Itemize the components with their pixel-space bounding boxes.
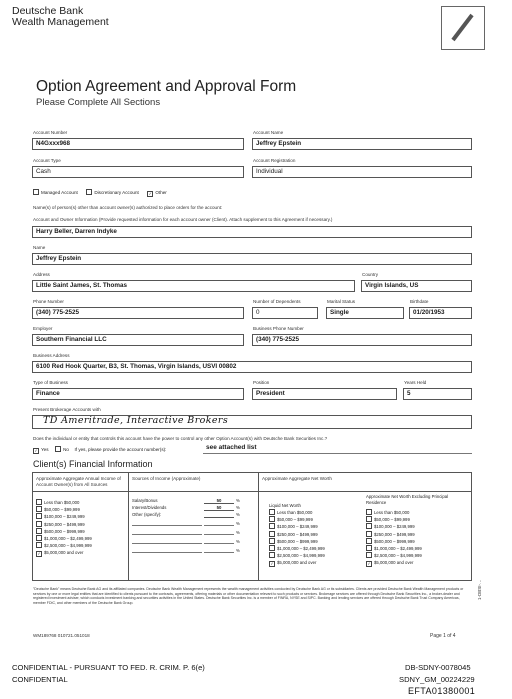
- form-title: Option Agreement and Approval Form: [36, 78, 297, 95]
- address-field[interactable]: Little Saint James, St. Thomas: [32, 280, 355, 292]
- approx-net-worth-options: [366, 509, 422, 567]
- liquid-net-worth-checkbox[interactable]: [269, 538, 275, 544]
- liquid-net-worth-option[interactable]: [269, 509, 325, 516]
- efta-number: EFTA01380001: [408, 686, 476, 696]
- liquid-net-worth-options: [269, 509, 325, 567]
- liquid-net-worth-checkbox[interactable]: [269, 531, 275, 537]
- income-options: [36, 499, 92, 557]
- liquid-net-worth-checkbox[interactable]: [269, 516, 275, 522]
- liquid-net-worth-checkbox[interactable]: [269, 545, 275, 551]
- approx-net-worth-option[interactable]: [366, 523, 422, 530]
- percent-sign: %: [236, 520, 240, 526]
- authorized-persons-label: Name(s) of person(s) other than account owner(s) authorized to place orders for the account:: [33, 205, 223, 210]
- blank-line: [132, 543, 202, 544]
- other-source-line[interactable]: [132, 519, 252, 528]
- income-source-label: Salary/Bonus: [132, 498, 158, 503]
- income-checkbox[interactable]: [36, 542, 42, 548]
- approx-net-worth-checkbox[interactable]: [366, 523, 372, 529]
- years-held-label: Years Held: [404, 380, 427, 385]
- approx-net-worth-checkbox[interactable]: [366, 509, 372, 515]
- yes-label: Yes: [41, 447, 49, 452]
- income-checkbox[interactable]: [36, 535, 42, 541]
- liquid-net-worth-option-label: $500,000 – $999,999: [277, 538, 318, 544]
- discretionary-account-label: Discretionary Account: [94, 190, 139, 195]
- income-option-label: $5,000,000 and over: [44, 550, 84, 556]
- employer-field[interactable]: Southern Financial LLC: [32, 334, 244, 346]
- authorized-persons-field[interactable]: Harry Beller, Darren Indyke: [32, 226, 472, 238]
- other-source-line[interactable]: [132, 528, 252, 537]
- account-registration-field[interactable]: Individual: [252, 166, 472, 178]
- approx-net-worth-option-label: $100,000 – $249,999: [374, 524, 415, 530]
- liquid-net-worth-option[interactable]: [269, 538, 325, 545]
- liquid-net-worth-option[interactable]: [269, 516, 325, 523]
- income-option[interactable]: [36, 535, 92, 542]
- side-form-code: 1-DBSI-…: [477, 579, 482, 600]
- marital-status-label: Marital Status: [327, 299, 356, 304]
- sources-column-title: Sources of Income (Approximate): [132, 476, 201, 481]
- present-brokerage-label: Present Brokerage Accounts with: [33, 407, 101, 412]
- country-label: Country: [362, 272, 379, 277]
- blank-percent-line: [204, 543, 234, 544]
- income-option-label: $2,500,000 – $4,999,999: [44, 543, 92, 549]
- liquid-net-worth-title: Liquid Net Worth: [269, 503, 301, 508]
- income-column-title: Approximate Aggregate Annual Income of Account Owner(s) from All Sources: [36, 476, 121, 487]
- brand-line-1: Deutsche Bank: [12, 5, 84, 17]
- liquid-net-worth-option[interactable]: [269, 545, 325, 552]
- other-checkbox-checked[interactable]: ✓: [148, 191, 153, 196]
- net-worth-column-title: Approximate Aggregate Net Worth: [262, 476, 332, 481]
- control-answer-row: [33, 446, 166, 454]
- income-checkbox[interactable]: [36, 513, 42, 519]
- brand-name: [12, 6, 109, 28]
- income-source-row: [132, 497, 252, 504]
- income-source-row: [132, 511, 252, 518]
- phone-field[interactable]: (340) 775-2525: [32, 307, 244, 319]
- income-option[interactable]: [36, 506, 92, 513]
- income-source-percent-field[interactable]: 50: [204, 504, 234, 511]
- bates-number-1: DB-SDNY-0078045: [405, 663, 471, 672]
- approx-net-worth-checkbox-checked[interactable]: ✓: [367, 561, 371, 567]
- approx-net-worth-option-label: Less than $50,000: [374, 510, 410, 515]
- income-option[interactable]: [36, 521, 92, 528]
- business-phone-field[interactable]: (340) 775-2525: [252, 334, 472, 346]
- managed-account-label: Managed Account: [41, 190, 78, 195]
- approx-net-worth-option-label: $50,000 – $99,999: [374, 517, 410, 523]
- income-sources: [132, 497, 252, 555]
- yes-checkbox-checked[interactable]: ✓: [34, 448, 38, 453]
- control-question: Does the individual or entity that controls this account have the power to control any other Option Account(s) with Deutsche Bank Securities Inc.?: [33, 436, 328, 441]
- marital-status-field[interactable]: Single: [326, 307, 404, 319]
- column-divider: [128, 473, 129, 580]
- percent-sign: %: [236, 512, 240, 518]
- owner-information-label: Account and Owner Information (Provide requested information for each account owner (Client). Attach supplement to this Agreement if necessary.): [33, 217, 333, 222]
- blank-percent-line: [204, 534, 234, 535]
- years-held-field[interactable]: 5: [403, 388, 472, 400]
- percent-sign: %: [236, 538, 240, 544]
- position-field[interactable]: President: [252, 388, 397, 400]
- liquid-net-worth-option-label: $250,000 – $499,999: [277, 531, 318, 537]
- address-label: Address: [33, 272, 50, 277]
- deutsche-bank-logo-icon: [441, 6, 485, 50]
- no-label: No: [63, 447, 69, 452]
- income-option[interactable]: [36, 499, 92, 506]
- income-checkbox[interactable]: [36, 506, 42, 512]
- approx-net-worth-checkbox[interactable]: [366, 531, 372, 537]
- business-address-field[interactable]: 6100 Red Hook Quarter, B3, St. Thomas, Virgin Islands, USVI 00802: [32, 361, 472, 373]
- approx-net-worth-option-label: $2,500,000 – $4,999,999: [374, 553, 422, 559]
- approx-net-worth-title: Approximate Net Worth Excluding Principal Residence: [366, 494, 449, 505]
- name-field[interactable]: Jeffrey Epstein: [32, 253, 472, 265]
- confidential-notice-1: CONFIDENTIAL - PURSUANT TO FED. R. CRIM. P. 6(e): [12, 663, 205, 672]
- approx-net-worth-option-label: $1,000,000 – $2,499,999: [374, 546, 422, 552]
- other-label: Other: [155, 190, 167, 195]
- liquid-net-worth-option[interactable]: [269, 523, 325, 530]
- liquid-net-worth-option-label: $2,500,000 – $4,999,999: [277, 553, 325, 559]
- business-type-label: Type of Business: [33, 380, 68, 385]
- no-checkbox[interactable]: [55, 446, 61, 452]
- liquid-net-worth-checkbox-checked[interactable]: ✓: [270, 561, 274, 567]
- blank-percent-line: [204, 552, 234, 553]
- present-brokerage-handwritten: TD Ameritrade, Interactive Brokers: [43, 415, 229, 426]
- account-numbers-line: [203, 453, 472, 454]
- income-source-percent-field[interactable]: [204, 511, 234, 518]
- form-subtitle: Please Complete All Sections: [36, 97, 161, 108]
- employer-label: Employer: [33, 326, 53, 331]
- liquid-net-worth-option-label: $100,000 – $249,999: [277, 524, 318, 530]
- approx-net-worth-option-label: $250,000 – $499,999: [374, 531, 415, 537]
- income-checkbox-checked[interactable]: ✓: [37, 551, 41, 557]
- approx-net-worth-option[interactable]: [366, 545, 422, 552]
- percent-sign: %: [236, 498, 240, 503]
- approx-net-worth-option[interactable]: [366, 552, 422, 559]
- liquid-net-worth-option-label: Less than $50,000: [277, 510, 313, 515]
- column-divider: [258, 473, 259, 580]
- approx-net-worth-option-label: $5,000,000 and over: [374, 560, 414, 566]
- liquid-net-worth-checkbox[interactable]: [269, 509, 275, 515]
- approx-net-worth-option[interactable]: [366, 531, 422, 538]
- other-source-line[interactable]: [132, 546, 252, 555]
- income-source-label: Interest/Dividends: [132, 505, 167, 511]
- name-label: Name: [33, 245, 46, 250]
- business-address-label: Business Address: [33, 353, 70, 358]
- country-field[interactable]: Virgin Islands, US: [361, 280, 472, 292]
- income-checkbox[interactable]: [36, 499, 42, 505]
- blank-percent-line: [204, 525, 234, 526]
- income-source-label: Other (specify):: [132, 512, 162, 518]
- account-number-label: Account Number: [33, 130, 68, 135]
- blank-line: [132, 534, 202, 535]
- income-option-label: $1,000,000 – $2,499,999: [44, 536, 92, 542]
- percent-sign: %: [236, 547, 240, 553]
- income-source-percent-field[interactable]: 50: [204, 497, 234, 504]
- form-code: WM189768 010721.051018: [33, 633, 90, 638]
- liquid-net-worth-option-label: $1,000,000 – $2,499,999: [277, 546, 325, 552]
- income-option-label: $100,000 – $249,999: [44, 514, 85, 520]
- present-brokerage-field[interactable]: [32, 415, 472, 429]
- income-checkbox[interactable]: [36, 528, 42, 534]
- approx-net-worth-option-label: $500,000 – $999,999: [374, 538, 415, 544]
- approx-net-worth-checkbox[interactable]: [366, 516, 372, 522]
- phone-label: Phone Number: [33, 299, 64, 304]
- managed-account-checkbox[interactable]: [33, 189, 39, 195]
- page-number: Page 1 of 4: [430, 633, 456, 639]
- liquid-net-worth-option-label: $5,000,000 and over: [277, 560, 317, 566]
- income-option[interactable]: [36, 528, 92, 535]
- approx-net-worth-option[interactable]: [366, 516, 422, 523]
- liquid-net-worth-option[interactable]: [269, 559, 325, 567]
- financial-info-heading: Client(s) Financial Information: [33, 459, 153, 469]
- percent-sign: %: [236, 505, 240, 511]
- see-attached-list: see attached list: [206, 444, 257, 451]
- approx-net-worth-option[interactable]: [366, 538, 422, 545]
- income-option[interactable]: [36, 542, 92, 549]
- confidential-notice-2: CONFIDENTIAL: [12, 675, 68, 684]
- business-phone-label: Business Phone Number: [253, 326, 304, 331]
- dependents-label: Number of Dependents: [253, 299, 301, 304]
- account-type-field[interactable]: Cash: [32, 166, 244, 178]
- liquid-net-worth-option-label: $50,000 – $99,999: [277, 517, 313, 523]
- account-name-field[interactable]: Jeffrey Epstein: [252, 138, 472, 150]
- income-option[interactable]: [36, 549, 92, 557]
- approx-net-worth-checkbox[interactable]: [366, 545, 372, 551]
- if-yes-label: If yes, please provide the account number(s):: [74, 447, 167, 452]
- liquid-net-worth-option[interactable]: [269, 531, 325, 538]
- birthdate-field[interactable]: 01/20/1953: [409, 307, 472, 319]
- income-option-label: Less than $50,000: [44, 500, 80, 505]
- blank-line: [132, 552, 202, 553]
- income-option-label: $500,000 – $999,999: [44, 528, 85, 534]
- financial-info-table: [32, 472, 472, 581]
- liquid-net-worth-checkbox[interactable]: [269, 552, 275, 558]
- income-option[interactable]: [36, 513, 92, 520]
- approx-net-worth-option[interactable]: [366, 559, 422, 567]
- dependents-field[interactable]: 0: [252, 307, 318, 319]
- business-type-field[interactable]: Finance: [32, 388, 244, 400]
- income-option-label: $250,000 – $499,999: [44, 521, 85, 527]
- account-name-label: Account Name: [253, 130, 284, 135]
- account-options: [33, 189, 167, 197]
- percent-sign: %: [236, 529, 240, 535]
- income-option-label: $50,000 – $99,999: [44, 507, 80, 513]
- account-registration-label: Account Registration: [253, 158, 296, 163]
- income-checkbox[interactable]: [36, 521, 42, 527]
- account-type-label: Account Type: [33, 158, 61, 163]
- account-number-field[interactable]: N4Gxxx968: [32, 138, 244, 150]
- disclaimer-text: "Deutsche Bank" means Deutsche Bank AG and its affiliated companies. Deutsche Bank Wealth Management represents the wealth management activities conducted by Deutsche Bank AG or its subsidiaries. Clients are provided Deutsche Bank Wealth Management products or services by one or more legal entities that are identified to clients pursuant to the contracts, agreements, offering materials or other documentation relevant to such products or services. Brokerage services are offered through Deutsche Bank Securities Inc., a broker-dealer and registered investment adviser, which conducts investment banking and securities activities in the United States. Deutsche Bank Securities Inc. is a member of FINRA, NYSE and SIPC. Banking and lending services are offered through Deutsche Bank Trust Company Americas, member FDIC, and other members of the Deutsche Bank Group.: [33, 587, 464, 605]
- brand-line-2: Wealth Management: [12, 16, 109, 28]
- position-label: Position: [253, 380, 270, 385]
- liquid-net-worth-checkbox[interactable]: [269, 523, 275, 529]
- blank-line: [132, 525, 202, 526]
- approx-net-worth-option[interactable]: [366, 509, 422, 516]
- income-source-row: [132, 504, 252, 511]
- discretionary-account-checkbox[interactable]: [86, 189, 92, 195]
- bates-number-2: SDNY_GM_00224229: [399, 675, 475, 684]
- approx-net-worth-checkbox[interactable]: [366, 552, 372, 558]
- approx-net-worth-checkbox[interactable]: [366, 538, 372, 544]
- liquid-net-worth-option[interactable]: [269, 552, 325, 559]
- other-source-line[interactable]: [132, 537, 252, 546]
- birthdate-label: Birthdate: [410, 299, 429, 304]
- header-divider: [33, 491, 471, 492]
